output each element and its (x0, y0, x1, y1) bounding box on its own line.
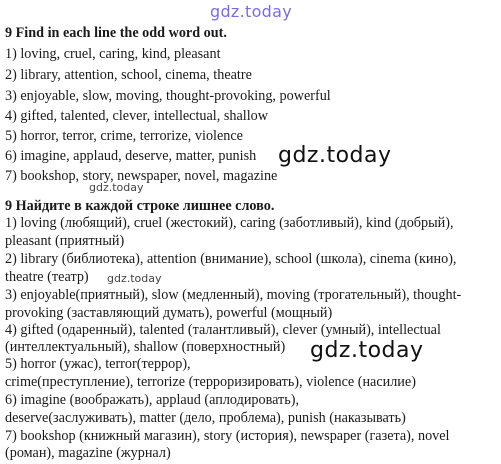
watermark-top: gdz.today (210, 2, 292, 21)
list-line: (интеллектуальный), shallow (поверхностный) (5, 339, 286, 355)
list-line: theatre (театр) (5, 269, 89, 285)
exercise-heading-en: 9 Find in each line the odd word out. (5, 25, 227, 41)
list-line: provoking (заставляющий думать), powerful (мощный) (5, 305, 333, 321)
list-item: 7) bookshop, story, newspaper, novel, magazine (5, 168, 278, 184)
watermark-small-1: gdz.today (89, 181, 144, 194)
list-item: 6) imagine, applaud, deserve, matter, punish (5, 148, 257, 164)
list-line: crime(преступление), terrorize (терроризировать), violence (насилие) (5, 374, 416, 390)
list-line: 6) imagine (воображать), applaud (аплодировать), (5, 392, 299, 408)
list-line: 3) enjoyable(приятный), slow (медленный), moving (трогательный), thought- (5, 287, 462, 303)
list-line: 2) library (библиотека), attention (внимание), school (школа), cinema (кино), (5, 251, 457, 267)
list-line: 5) horror (ужас), terror(террор), (5, 356, 191, 372)
list-item: 3) enjoyable, slow, moving, thought-provoking, powerful (5, 88, 331, 104)
list-item: 4) gifted, talented, clever, intellectual, shallow (5, 108, 268, 124)
list-line: 1) loving (любящий), cruel (жестокий), caring (заботливый), kind (добрый), (5, 215, 454, 231)
list-line: 4) gifted (одаренный), talented (талантливый), clever (умный), intellectual (5, 322, 441, 338)
list-line: deserve(заслуживать), matter (дело, проблема), punish (наказывать) (5, 410, 406, 426)
list-item: 5) horror, terror, crime, terrorize, violence (5, 128, 243, 144)
watermark-small-2: gdz.today (107, 272, 162, 285)
watermark-big-2: gdz.today (310, 338, 424, 363)
list-line: pleasant (приятный) (5, 233, 125, 249)
list-item: 1) loving, cruel, caring, kind, pleasant (5, 46, 221, 62)
list-line: (роман), magazine (журнал) (5, 445, 171, 461)
exercise-heading-ru: 9 Найдите в каждой строке лишнее слово. (5, 198, 275, 214)
list-item: 2) library, attention, school, cinema, theatre (5, 67, 252, 83)
watermark-big-1: gdz.today (278, 143, 392, 168)
list-line: 7) bookshop (книжный магазин), story (история), newspaper (газета), novel (5, 428, 450, 444)
